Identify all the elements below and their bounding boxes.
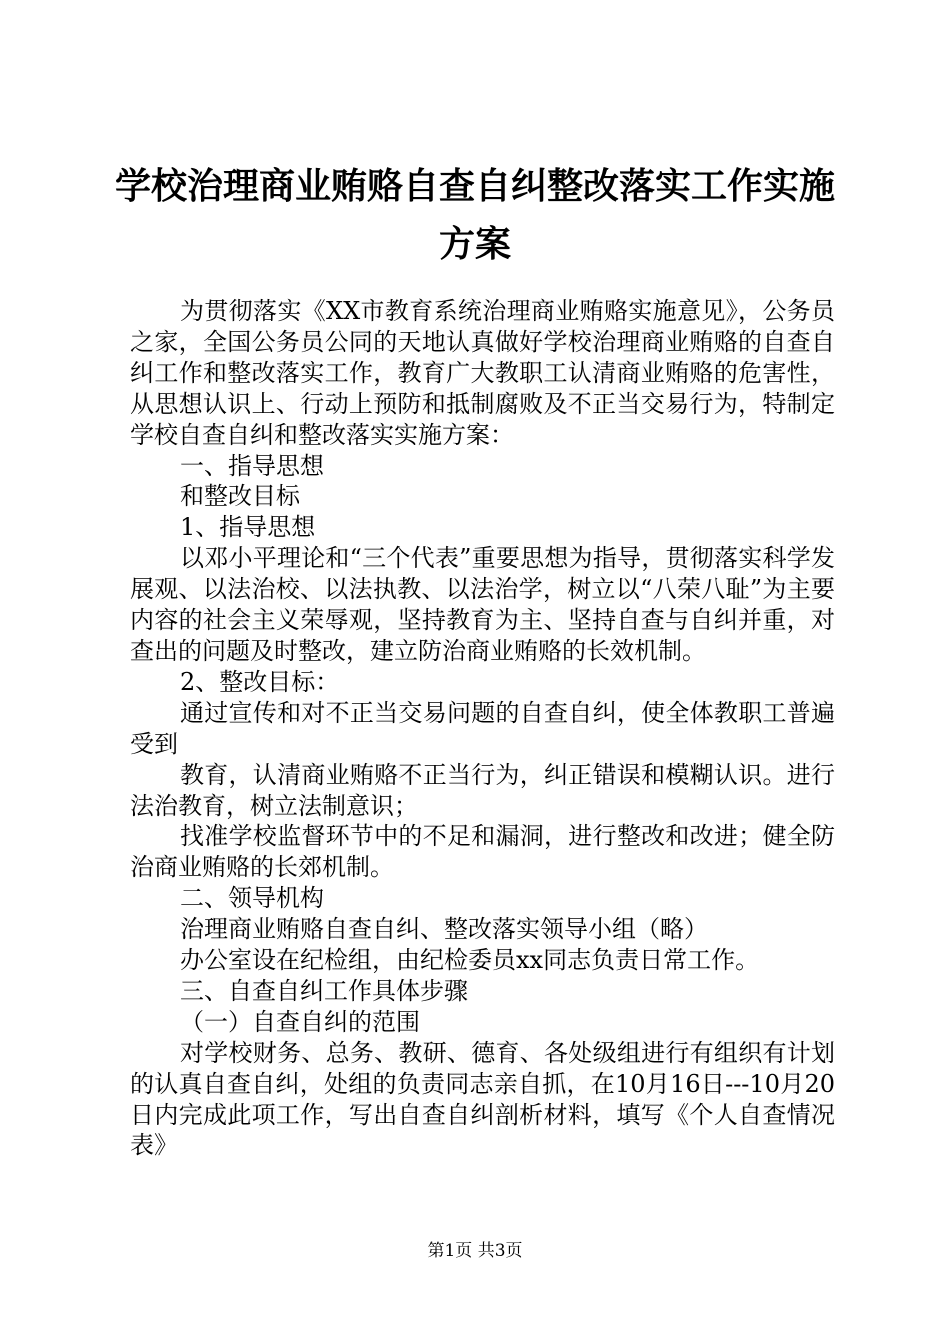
paragraph-goal-1: 通过宣传和对不正当交易问题的自查自纠，使全体教职工普遍受到 bbox=[130, 698, 835, 758]
subheading-guiding-ideology: 1、指导思想 bbox=[180, 513, 316, 542]
page-number-footer: 第1页 共3页 bbox=[427, 1241, 523, 1261]
paragraph-intro: 为贯彻落实《XX市教育系统治理商业贿赂实施意见》，公务员之家，全国公务员公同的天地认真做好学校治理商业贿赂的自查自纠工作和整改落实工作，教育广大教职工认清商业贿赂的危害性，从思想认识上、行动上预防和抵制腐败及不正当交易行为，特制定学校自查自纠和整改落实实施方案： bbox=[130, 297, 835, 449]
subheading-scope: （一）自查自纠的范围 bbox=[180, 1007, 420, 1036]
document-title-line-1: 学校治理商业贿赂自查自纠整改落实工作实施 bbox=[114, 165, 835, 207]
document-title-line-2: 方案 bbox=[438, 223, 511, 265]
subheading-rectification-goal: 2、整改目标： bbox=[180, 667, 340, 696]
paragraph-goal-3: 找准学校监督环节中的不足和漏洞，进行整改和改进；健全防治商业贿赂的长郊机制。 bbox=[130, 822, 835, 882]
paragraph-guiding-ideology: 以邓小平理论和“三个代表”重要思想为指导，贯彻落实科学发展观、以法治校、以法执教、以法治学，树立以“八荣八耻”为主要内容的社会主义荣辱观，坚持教育为主、坚持自查与自纠并重，对查出的问题及时整改，建立防治商业贿赂的长效机制。 bbox=[130, 544, 835, 665]
paragraph-goal-2: 教育，认清商业贿赂不正当行为，纠正错误和模糊认识。进行法治教育，树立法制意识； bbox=[130, 760, 835, 820]
paragraph-leadership-group: 治理商业贿赂自查自纠、整改落实领导小组（略） bbox=[180, 915, 708, 944]
paragraph-office: 办公室设在纪检组，由纪检委员xx同志负责日常工作。 bbox=[180, 946, 760, 975]
heading-rectification-goal: 和整改目标 bbox=[180, 482, 300, 511]
document-body bbox=[130, 296, 835, 1161]
paragraph-scope: 对学校财务、总务、教研、德育、各处级组进行有组织有计划的认真自查自纠，处组的负责同志亲自抓，在10月16日---10月20日内完成此项工作，写出自查自纠剖析材料，填写《个人自查情况表》 bbox=[130, 1038, 835, 1160]
heading-steps: 三、自查自纠工作具体步骤 bbox=[180, 976, 468, 1005]
heading-leadership: 二、领导机构 bbox=[180, 884, 324, 913]
heading-guiding-ideology: 一、指导思想 bbox=[180, 451, 324, 480]
